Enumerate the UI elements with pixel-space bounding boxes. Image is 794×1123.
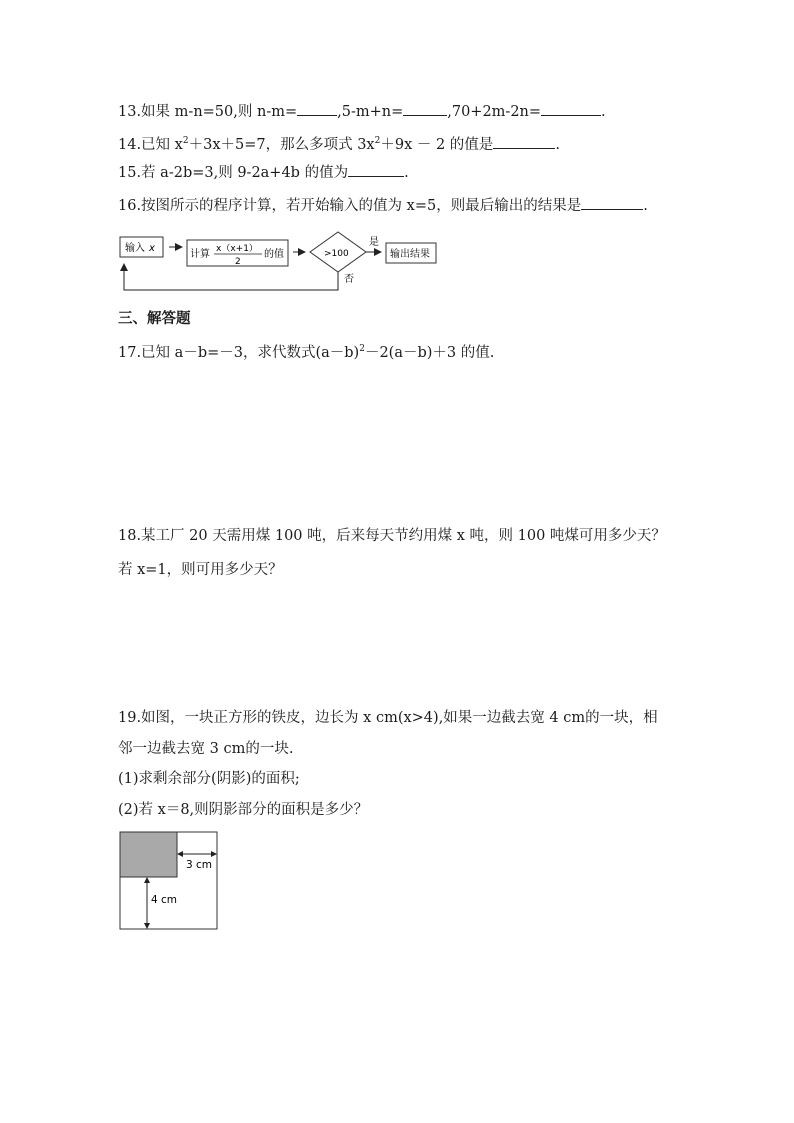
q17-post: －2(a－b)＋3 的值. (364, 344, 495, 361)
square-sheet-figure (118, 830, 220, 932)
question-19-line1: 19.如图，一块正方形的铁皮，边长为 x cm(x>4),如果一边截去宽 4 cm的一块，相 (118, 710, 658, 726)
question-13 (118, 101, 606, 122)
q14-mid: ＋3x＋5=7，那么多项式 3x (188, 136, 375, 153)
compute-prefix: 计算 (190, 249, 210, 260)
q17-sup: 2 (359, 344, 365, 354)
q13-mid1: ,5-m+n= (337, 104, 404, 120)
q14-sup1: 2 (182, 136, 189, 146)
q16-end: . (643, 198, 648, 214)
answer-blank[interactable] (541, 101, 601, 116)
question-19-part2: (2)若 x＝8,则阴影部分的面积是多少？ (118, 802, 369, 818)
question-17 (118, 339, 494, 363)
question-16 (118, 195, 648, 216)
answer-blank[interactable] (348, 162, 404, 177)
dimension-4cm-label: 4 cm (151, 894, 178, 906)
input-variable: x (149, 243, 155, 254)
fraction-denominator: 2 (235, 257, 241, 267)
q15-end: . (404, 165, 409, 181)
q13-end: . (601, 104, 606, 120)
dimension-3cm-label: 3 cm (186, 859, 213, 871)
q17-pre: 17.已知 a－b=－3，求代数式(a－b) (118, 344, 360, 361)
answer-blank[interactable] (581, 195, 643, 210)
input-label: 输入 (125, 243, 145, 254)
decision-condition: >100 (324, 249, 349, 259)
output-label: 输出结果 (390, 249, 430, 260)
program-flowchart (116, 228, 446, 298)
question-18-line1: 18.某工厂 20 天需用煤 100 吨，后来每天节约用煤 x 吨，则 100 吨煤可用多少天？ (118, 528, 666, 544)
question-15 (118, 162, 409, 183)
q14-end: . (555, 136, 560, 153)
compute-suffix: 的值 (264, 249, 284, 260)
q15-text: 15.若 a-2b=3,则 9-2a+4b 的值为 (118, 165, 349, 181)
answer-blank[interactable] (493, 134, 555, 149)
question-14 (118, 131, 560, 155)
q16-text: 16.按图所示的程序计算，若开始输入的值为 x=5，则最后输出的结果是 (118, 198, 582, 214)
question-18-line2: 若 x=1，则可用多少天？ (118, 562, 283, 578)
shaded-region (120, 832, 177, 877)
answer-blank[interactable] (403, 101, 447, 116)
answer-blank[interactable] (297, 101, 337, 116)
section-heading: 三、解答题 (118, 311, 191, 327)
q13-mid2: ,70+2m-2n= (447, 104, 542, 120)
q14-post: ＋9x － 2 的值是 (380, 136, 494, 153)
q14-sup2: 2 (374, 136, 381, 146)
fraction-numerator: x（x+1） (216, 244, 258, 254)
yes-label: 是 (369, 237, 379, 248)
question-19-line2: 邻一边截去宽 3 cm的一块. (118, 741, 294, 757)
no-label: 否 (344, 274, 354, 285)
q14-pre: 14.已知 x (118, 136, 183, 153)
question-19-part1: (1)求剩余部分(阴影)的面积; (118, 771, 300, 787)
q13-text: 13.如果 m-n=50,则 n-m= (118, 104, 298, 120)
loop-back-line (124, 264, 338, 290)
